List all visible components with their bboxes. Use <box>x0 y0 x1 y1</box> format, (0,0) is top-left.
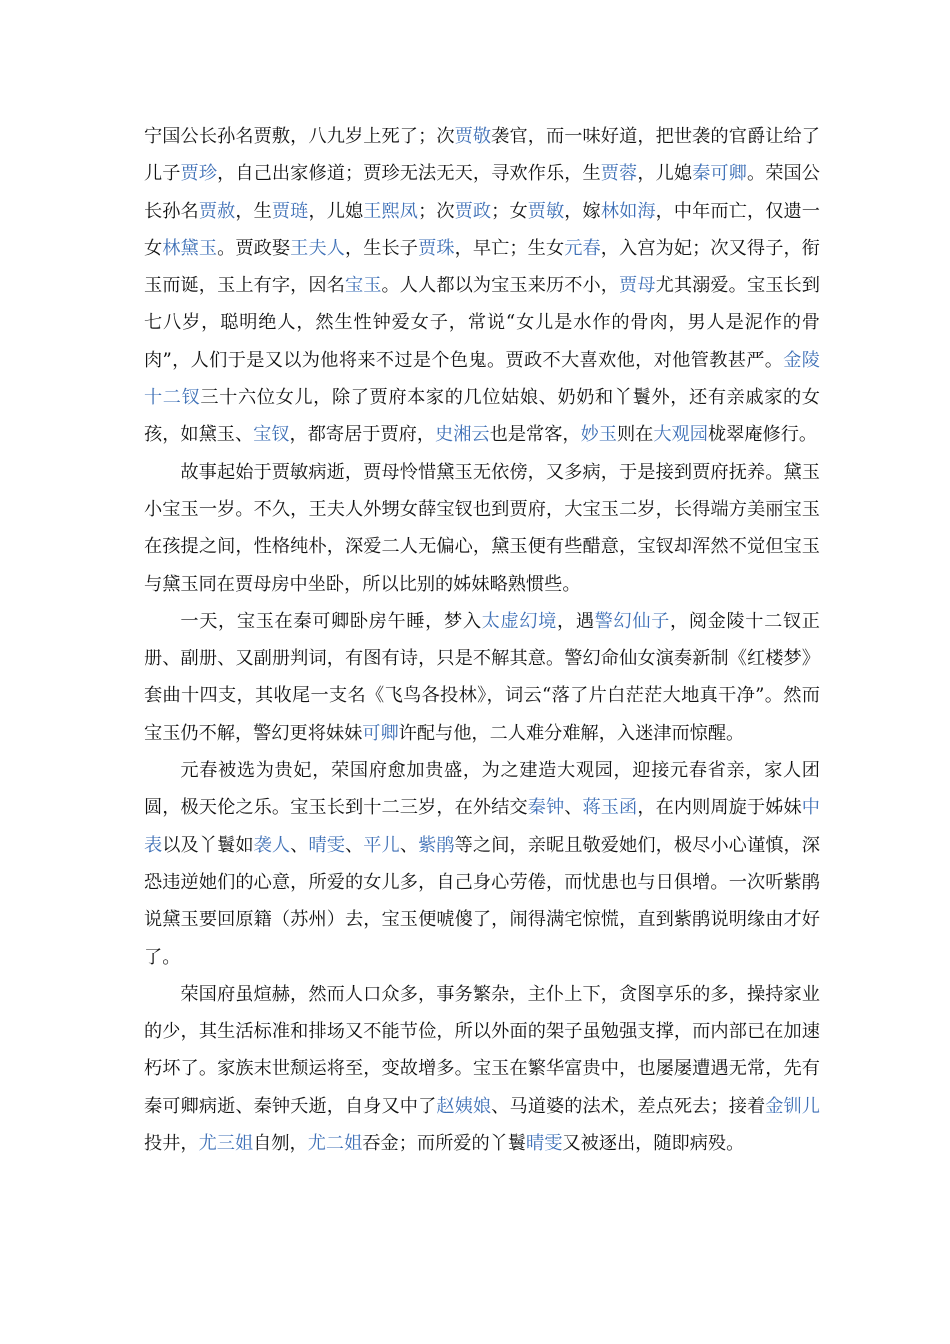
entity-link[interactable]: 林如海 <box>600 200 656 222</box>
text-run: 、马道婆的法术，差点死去；接着 <box>491 1095 766 1117</box>
entity-link[interactable]: 贾敬 <box>454 126 492 147</box>
entity-link[interactable]: 紫鹃 <box>418 834 455 856</box>
text-run: 、 <box>345 834 364 856</box>
text-run: 。贾政娶 <box>217 237 291 259</box>
text-run: 、 <box>290 834 309 856</box>
entity-link[interactable]: 贾敏 <box>527 200 565 222</box>
text-run: 以及丫鬟如 <box>162 834 254 856</box>
text-run: 栊翠庵修行。 <box>707 424 818 446</box>
paragraph-3 <box>144 603 820 752</box>
text-run: ；次 <box>418 200 455 222</box>
text-run: 尤其溺爱。宝玉长到七八岁，聪明绝人，然生性钟爱女子，常说“女儿是水作的骨肉，男人是泥作的骨肉”，人们于是又以为他将来不过是个色鬼。贾政不大喜欢他，对他管教甚严。 <box>144 275 820 371</box>
entity-link[interactable]: 贾赦 <box>198 200 236 222</box>
entity-link[interactable]: 秦钟 <box>527 797 565 819</box>
entity-link[interactable]: 王熙凤 <box>363 200 419 222</box>
text-run: 宁国公长孙名贾敷，八九岁上死了；次 <box>144 126 455 147</box>
entity-link[interactable]: 晴雯 <box>526 1133 563 1155</box>
text-run: ，生长子 <box>344 237 419 259</box>
text-run: 三十六位女儿，除了贾府本家的几位姑娘、奶奶和丫鬟外，还有亲戚家的女孩，如黛玉、 <box>144 387 820 446</box>
entity-link[interactable]: 贾蓉 <box>600 163 638 185</box>
paragraph-5 <box>144 976 820 1162</box>
text-run: ；女 <box>491 200 528 222</box>
text-run: ，中年而亡，仅遗一女 <box>144 200 820 259</box>
text-run: 荣国府虽煊赫，然而人口众多，事务繁杂，主仆上下，贪图享乐的多，操持家业的少，其生活标准和排场又不能节俭，所以外面的架子虽勉强支撑，而内部已在加速朽坏了。家族末世颓运将至，变故增多。宝玉在繁华富贵中，也屡屡遭遇无常，先有秦可卿病逝、秦钟夭逝，自身又中了 <box>144 983 820 1117</box>
text-run: 。荣国公长孙名 <box>144 163 820 222</box>
entity-link[interactable]: 宝钗 <box>253 424 290 446</box>
text-run: 故事起始于贾敏病逝，贾母怜惜黛玉无依傍，又多病，于是接到贾府抚养。黛玉小宝玉一岁。不久，王夫人外甥女薛宝钗也到贾府，大宝玉二岁，长得端方美丽宝玉在孩提之间，性格纯朴，深爱二人无偏心，黛玉便有些醋意，宝钗却浑然不觉但宝玉与黛玉同在贾母房中坐卧，所以比别的姊妹略熟惯些。 <box>144 461 820 595</box>
entity-link[interactable]: 晴雯 <box>308 834 345 856</box>
text-run: 又被逐出，随即病殁。 <box>562 1133 745 1155</box>
text-run: ，生 <box>235 200 272 222</box>
text-run: ，嫁 <box>564 200 601 222</box>
text-run: ，儿媳 <box>637 163 693 185</box>
entity-link[interactable]: 可卿 <box>362 722 399 744</box>
entity-link[interactable]: 贾政 <box>454 200 492 222</box>
text-run: 自刎， <box>253 1133 308 1155</box>
text-run: ，遇 <box>556 610 595 632</box>
entity-link[interactable]: 元春 <box>564 237 601 259</box>
text-run: ，儿媳 <box>308 200 364 222</box>
paragraph-1 <box>144 118 820 454</box>
text-run: ，早亡；生女 <box>454 237 565 259</box>
entity-link[interactable]: 袭人 <box>253 834 291 856</box>
entity-link[interactable]: 宝玉 <box>344 275 382 297</box>
entity-link[interactable]: 平儿 <box>363 834 400 856</box>
text-run: 袭官，而一味好道，把世袭的官爵让给了儿子 <box>144 126 820 185</box>
entity-link[interactable]: 贾珍 <box>180 163 218 185</box>
entity-link[interactable]: 尤二姐 <box>307 1133 363 1155</box>
entity-link[interactable]: 史湘云 <box>435 424 490 446</box>
entity-link[interactable]: 妙玉 <box>580 424 617 446</box>
text-run: 、 <box>399 834 419 856</box>
text-run: ，入宫为妃；次又得子，衔玉而诞，玉上有字，因名 <box>144 237 820 297</box>
text-run: 投井， <box>144 1133 199 1155</box>
text-run: 一天，宝玉在秦可卿卧房午睡，梦入 <box>180 610 482 632</box>
entity-link[interactable]: 贾琏 <box>271 200 309 222</box>
paragraph-4 <box>144 752 820 976</box>
text-run: ，自己出家修道；贾珍无法无天，寻欢作乐，生 <box>217 163 601 185</box>
entity-link[interactable]: 金钏儿 <box>765 1095 820 1117</box>
entity-link[interactable]: 警幻仙子 <box>594 610 670 632</box>
entity-link[interactable]: 蒋玉函 <box>582 797 638 819</box>
entity-link[interactable]: 大观园 <box>653 424 708 446</box>
text-run: 。人人都以为宝玉来历不小， <box>381 275 620 297</box>
entity-link[interactable]: 金陵十二钗 <box>144 349 820 409</box>
text-run: 元春被选为贵妃，荣国府愈加贵盛，为之建造大观园，迎接元春省亲，家人团圆，极天伦之乐。宝玉长到十二三岁，在外结交 <box>144 760 820 819</box>
text-run: 吞金；而所爱的丫鬟 <box>362 1133 527 1155</box>
document-body <box>144 118 820 1162</box>
entity-link[interactable]: 赵姨娘 <box>436 1095 492 1117</box>
text-run: 也是常客， <box>489 424 581 446</box>
paragraph-2 <box>144 454 820 603</box>
text-run: 、 <box>564 797 583 819</box>
entity-link[interactable]: 贾母 <box>619 275 656 297</box>
entity-link[interactable]: 中表 <box>144 797 820 856</box>
entity-link[interactable]: 尤三姐 <box>198 1133 254 1155</box>
text-run: 等之间，亲昵且敬爱她们，极尽小心谨慎，深恐违逆她们的心意，所爱的女儿多，自己身心劳倦，而忧患也与日俱增。一次听紫鹃说黛玉要回原籍（苏州）去，宝玉便唬傻了，闹得满宅惊慌，直到紫鹃说明缘由才好了。 <box>144 834 820 968</box>
text-run: 则在 <box>616 424 654 446</box>
entity-link[interactable]: 秦可卿 <box>692 163 747 185</box>
text-run: ，都寄居于贾府， <box>289 424 436 446</box>
text-run: ，在内则周旋于姊妹 <box>637 797 802 819</box>
entity-link[interactable]: 林黛玉 <box>162 237 218 259</box>
entity-link[interactable]: 贾珠 <box>418 237 455 259</box>
entity-link[interactable]: 王夫人 <box>290 237 345 259</box>
text-run: 许配与他，二人难分难解，入迷津而惊醒。 <box>398 722 745 744</box>
entity-link[interactable]: 太虚幻境 <box>481 610 557 632</box>
text-run: ，阅金陵十二钗正册、副册、又副册判词，有图有诗，只是不解其意。警幻命仙女演奏新制《红楼梦》套曲十四支，其收尾一支名《飞鸟各投林》，词云“落了片白茫茫大地真干净”。然而宝玉仍不解，警幻更将妹妹 <box>144 610 820 744</box>
